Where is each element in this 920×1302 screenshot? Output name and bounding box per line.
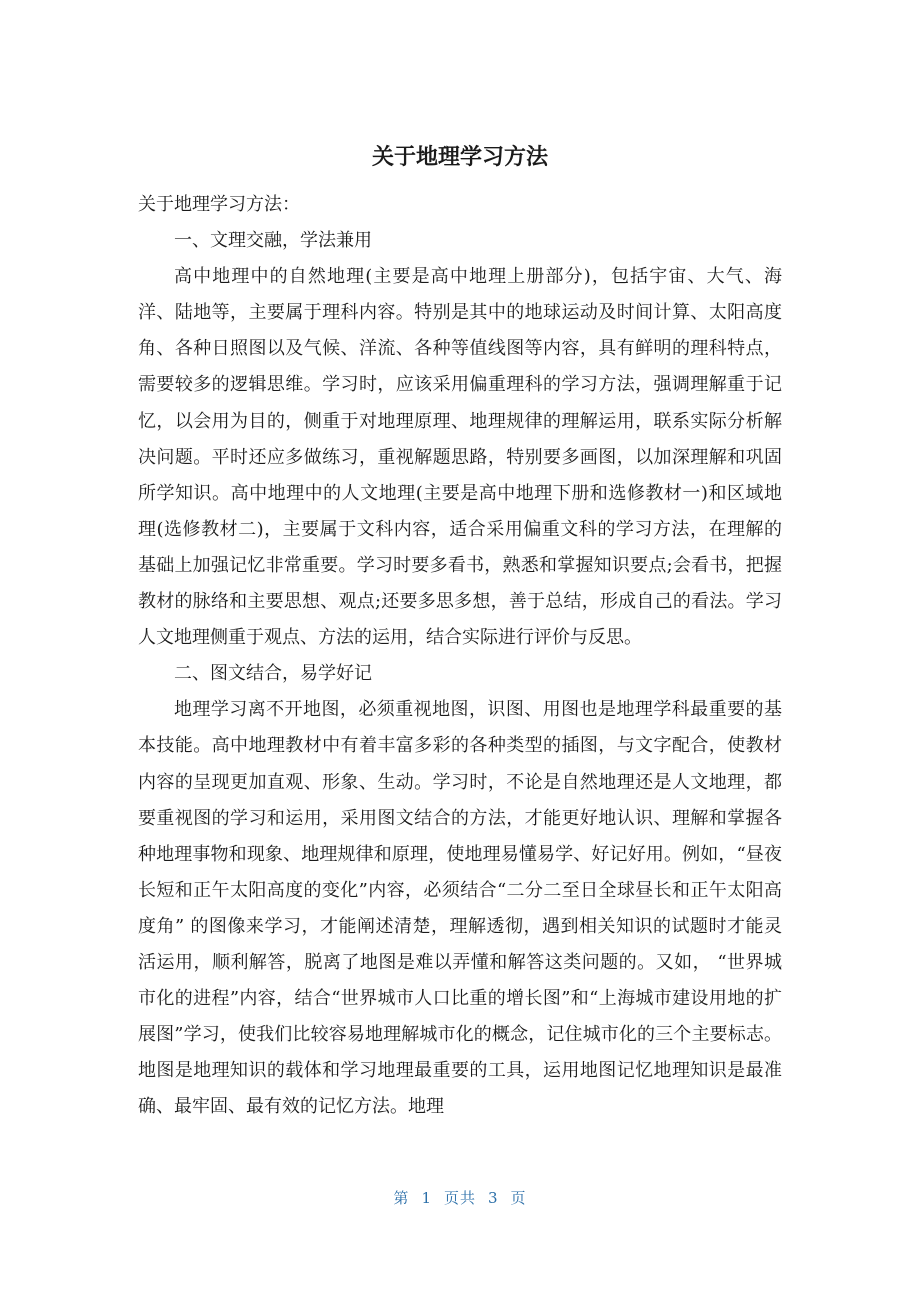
- section-heading-2: 二、图文结合，易学好记: [174, 663, 372, 685]
- page-footer: [0, 1187, 920, 1209]
- footer-current-page: 1: [421, 1189, 432, 1207]
- document-title: 关于地理学习方法: [371, 145, 548, 170]
- paragraph-2: 地理学习离不开地图，必须重视地图，识图、用图也是地理学科最重要的基本技能。高中地理教材中有着丰富多彩的各种类型的插图，与文字配合，使教材内容的呈现更加直观、形象、生动。学习时，不论是自然地理还是人文地理，都要重视图的学习和运用，采用图文结合的方法，才能更好地认识、理解和掌握各种地理事物和现象、地理规律和原理，使地理易懂易学、好记好用。例如，“昼夜长短和正午太阳高度的变化”内容，必须结合“二分二至日全球昼长和正午太阳高度角” 的图像来学习，才能阐述清楚，理解透彻，遇到相关知识的试题时才能灵活运用，顺利解答，脱离了地图是难以弄懂和解答这类问题的。又如， “世界城市化的进程”内容，结合“世界城市人口比重的增长图”和“上海城市建设用地的扩展图”学习，使我们比较容易地理解城市化的概念，记住城市化的三个主要标志。地图是地理知识的载体和学习地理最重要的工具，运用地图记忆地理知识是最准确、最牢固、最有效的记忆方法。地理: [138, 699, 782, 1118]
- footer-middle: 页共: [443, 1189, 476, 1207]
- paragraph-1: 高中地理中的自然地理(主要是高中地理上册部分)，包括宇宙、大气、海洋、陆地等，主要属于理科内容。特别是其中的地球运动及时间计算、太阳高度角、各种日照图以及气候、洋流、各种等值线图等内容，具有鲜明的理科特点，需要较多的逻辑思维。学习时，应该采用偏重理科的学习方法，强调理解重于记忆，以会用为目的，侧重于对地理原理、地理规律的理解运用，联系实际分析解决问题。平时还应多做练习，重视解题思路，特别要多画图，以加深理解和巩固所学知识。高中地理中的人文地理(主要是高中地理下册和选修教材一)和区域地理(选修教材二)，主要属于文科内容，适合采用偏重文科的学习方法，在理解的基础上加强记忆非常重要。学习时要多看书，熟悉和掌握知识要点;会看书，把握教材的脉络和主要思想、观点;还要多思多想，善于总结，形成自己的看法。学习人文地理侧重于观点、方法的运用，结合实际进行评价与反思。: [138, 266, 782, 649]
- footer-prefix: 第: [393, 1189, 410, 1207]
- footer-suffix: 页: [510, 1189, 527, 1207]
- section-heading-1: 一、文理交融，学法兼用: [174, 230, 372, 252]
- footer-total-pages: 3: [488, 1189, 499, 1207]
- document-body: [138, 187, 782, 1125]
- intro-line: 关于地理学习方法：: [138, 194, 300, 215]
